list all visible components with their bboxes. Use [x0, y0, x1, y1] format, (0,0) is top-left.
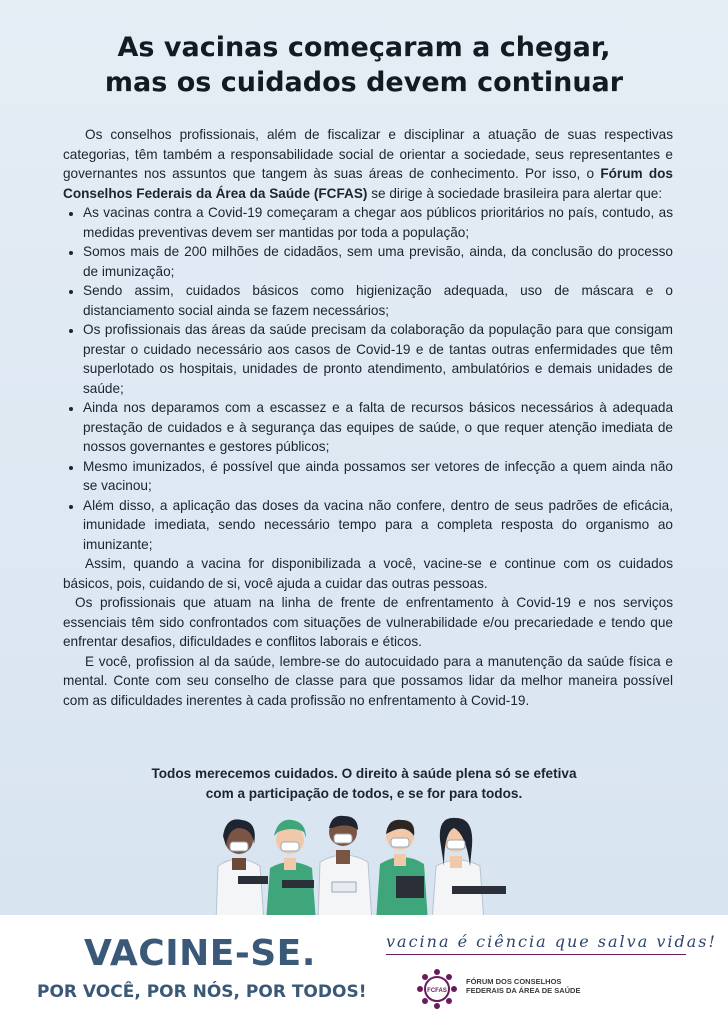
body-text	[63, 125, 673, 710]
health-worker-1	[216, 819, 268, 922]
por-voce-tagline: POR VOCÊ, POR NÓS, POR TODOS!	[37, 982, 367, 1002]
poster-title	[0, 30, 728, 100]
list-item: • Além disso, a aplicação das doses da vacina não confere, dentro de seus padrões de eficácia, imunidade imediata, sendo necessário tempo para a completa resposta do organismo ao imunizante;	[83, 496, 673, 555]
health-worker-5	[432, 818, 506, 922]
list-item: • Somos mais de 200 milhões de cidadãos, sem uma previsão, ainda, da conclusão do processo de imunização;	[83, 242, 673, 281]
fcfas-logo-text	[466, 977, 606, 995]
science-slogan: vacina é ciência que salva vidas!	[386, 932, 717, 951]
title-line-2: mas os cuidados devem continuar	[104, 67, 624, 98]
fcfas-logo-icon	[415, 967, 459, 1011]
paragraph-assim: Assim, quando a vacina for disponibilizada a você, vacine-se e continue com os cuidados básicos, pois, cuidando de si, você ajuda a cuidar das outras pessoas.	[63, 556, 673, 591]
health-worker-4	[376, 820, 428, 922]
fcfas-name: Fórum dos Conselhos Federais da Área da Saúde (FCFAS)	[63, 166, 673, 201]
health-worker-3	[318, 816, 372, 922]
health-workers-illustration	[208, 806, 528, 922]
intro-text: Os conselhos profissionais, além de fiscalizar e disciplinar a atuação de suas respectivas categorias, têm também a responsabilidade social de orientar a sociedade, seus representantes e governantes nos assuntos que tangem às suas áreas de conhecimento. Por isso, o	[63, 127, 673, 181]
vacine-se-heading: VACINE-SE.	[84, 933, 316, 974]
alert-list	[63, 203, 673, 554]
list-item: • Ainda nos deparamos com a escassez e a falta de recursos básicos necessários à adequada prestação de cuidados e à segurança das equipes de saúde, o que requer atenção imediata de nossos governantes e gestores públicos;	[83, 398, 673, 457]
list-item: • Os profissionais das áreas da saúde precisam da colaboração da população para que consigam prestar o cuidado necessário aos casos de Covid-19 e de tantas outras enfermidades que têm superlotado os hospitais, unidades de pronto atendimento, ambulatórios e demais unidades de saúde;	[83, 320, 673, 398]
intro-paragraph	[63, 125, 673, 203]
slogan-underline	[386, 954, 686, 955]
paragraph-voce: E você, profission al da saúde, lembre-se do autocuidado para a manutenção da saúde física e mental. Conte com seu conselho de classe para que possamos lidar da melhor maneira possível com as dificuldades inerentes à cada profissão no enfrentamento à Covid-19.	[63, 653, 673, 708]
closing-line-2: com a participação de todos, e se for para todos.	[205, 786, 523, 801]
health-worker-2	[266, 820, 316, 922]
logo-badge-text: FCFAS	[427, 988, 447, 994]
list-item: • Mesmo imunizados, é possível que ainda possamos ser vetores de infecção a quem ainda não se vacinou;	[83, 457, 673, 496]
footer-banner	[0, 915, 728, 1024]
paragraph-profissionais: Os profissionais que atuam na linha de frente de enfrentamento à Covid-19 e nos serviços essenciais têm sido confrontados com situações de vulnerabilidade e/ou precariedade e tendo que enfrentar desafios, dificuldades e conflitos laborais e éticos.	[63, 595, 673, 649]
intro-text-end: se dirige à sociedade brasileira para alertar que:	[367, 185, 663, 201]
title-line-1: As vacinas começaram a chegar,	[117, 32, 611, 63]
logo-text-line-1: FÓRUM DOS CONSELHOS	[466, 977, 562, 986]
list-item: • Sendo assim, cuidados básicos como higienização adequada, uso de máscara e o distanciamento social ainda se fazem necessários;	[83, 281, 673, 320]
closing-statement	[0, 764, 728, 804]
list-item: • As vacinas contra a Covid-19 começaram a chegar aos públicos prioritários no país, contudo, as medidas preventivas devem ser mantidas por toda a população;	[83, 203, 673, 242]
closing-line-1: Todos merecemos cuidados. O direito à saúde plena só se efetiva	[151, 766, 577, 781]
logo-text-line-2: FEDERAIS DA ÁREA DE SAÚDE	[466, 986, 581, 995]
